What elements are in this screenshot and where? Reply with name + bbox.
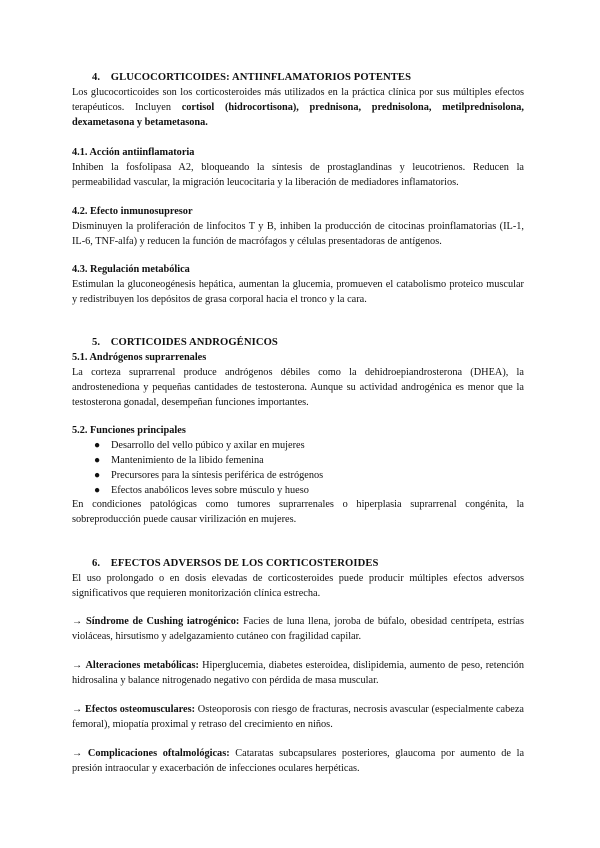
bullet-icon: ● [94,455,101,466]
adverse-effect-item [72,702,524,732]
adverse-effect-text: Osteoporosis con riesgo de fracturas, necrosis avascular (especialmente cabeza femoral), miopatía proximal y retraso del crecimiento en niños. [72,704,524,730]
section-title: EFECTOS ADVERSOS DE LOS CORTICOSTEROIDES [110,558,379,569]
section-4-intro [72,85,524,130]
bullet-icon: ● [94,470,101,481]
adverse-effect-label: Alteraciones metabólicas: [85,660,199,671]
subheading-5-2: 5.2. Funciones principales [72,425,186,436]
adverse-effect-item [72,746,524,776]
section-number: 6. [92,558,101,569]
list-item-text: Efectos anabólicos leves sobre músculo y hueso [111,485,309,496]
adverse-effect-text: Facies de luna llena, joroba de búfalo, obesidad centrípeta, estrías violáceas, hirsutismo y adelgazamiento cutáneo con fragilidad capilar. [72,616,525,642]
bullet-icon: ● [94,485,101,496]
list-item-text: Desarrollo del vello púbico y axilar en mujeres [111,440,305,451]
section-4-heading [92,70,544,85]
subheading-4-1: 4.1. Acción antiinflamatoria [72,147,195,158]
paragraph-4-1: Inhiben la fosfolipasa A2, bloqueando la síntesis de prostaglandinas y leucotrienos. Reducen la permeabilidad vascular, la migración leucocitaria y la liberación de mediadores inflamatorios. [72,162,524,188]
section-title: GLUCOCORTICOIDES: ANTIINFLAMATORIOS POTENTES [110,72,412,83]
paragraph-4-3: Estimulan la gluconeogénesis hepática, aumentan la glucemia, promueven el catabolismo proteico muscular y redistribuyen los depósitos de grasa corporal hacia el tronco y la cara. [72,279,524,305]
adverse-effect-label: Complicaciones oftalmológicas: [87,748,230,759]
section-6-heading [92,556,544,571]
subheading-4-2: 4.2. Efecto inmunosupresor [72,206,193,217]
subheading-5-1: 5.1. Andrógenos suprarrenales [72,352,207,363]
adverse-effect-item [72,658,524,688]
section-number: 5. [92,337,101,348]
bullet-icon: ● [94,440,101,451]
subheading-4-3: 4.3. Regulación metabólica [72,264,190,275]
arrow-icon: → [72,616,83,627]
section-6-intro: El uso prolongado o en dosis elevadas de corticosteroides puede producir múltiples efectos adversos significativos que requieren monitorización clínica estrecha. [72,573,524,599]
paragraph-5-2: En condiciones patológicas como tumores suprarrenales o hiperplasia suprarrenal congénita, la sobreproducción puede causar virilización en mujeres. [72,499,524,525]
section-number: 4. [92,72,101,83]
adverse-effect-label: Efectos osteomusculares: [85,704,196,715]
adverse-effect-text: Hiperglucemia, diabetes esteroidea, dislipidemia, aumento de peso, retención hidrosalina y balance nitrogenado negativo con pérdida de masa muscular. [72,660,525,686]
section-title: CORTICOIDES ANDROGÉNICOS [110,337,278,348]
adverse-effect-item [72,614,524,644]
arrow-icon: → [72,704,83,715]
paragraph-4-2: Disminuyen la proliferación de linfocitos T y B, inhiben la producción de citocinas proinflamatorias (IL-1, IL-6, TNF-alfa) y reducen la función de macrófagos y células presentadoras de antígenos. [72,221,524,247]
arrow-icon: → [72,660,83,671]
paragraph-5-1: La corteza suprarrenal produce andrógenos débiles como la dehidroepiandrosterona (DHEA), la androstenediona y pequeñas cantidades de testosterona. Aunque su actividad androgénica es menor que la testosterona gonadal, desempeñan funciones importantes. [72,367,524,408]
adverse-effect-label: Síndrome de Cushing iatrogénico: [86,616,240,627]
list-item-text: Mantenimiento de la libido femenina [111,455,264,466]
arrow-icon: → [72,748,83,759]
list-item-text: Precursores para la síntesis periférica de estrógenos [111,470,324,481]
section-5-heading [92,335,544,350]
intro-text: Los glucocorticoides son los corticosteroides más utilizados en la práctica clínica por sus múltiples efectos terapéuticos. Incluyen [72,87,524,113]
intro-drug-list: cortisol (hidrocortisona), prednisona, prednisolona, metilprednisolona, dexametasona y betametasona. [72,102,524,128]
adverse-effect-text: Cataratas subcapsulares posteriores, glaucoma por aumento de la presión intraocular y exacerbación de infecciones oculares herpéticas. [72,748,525,774]
